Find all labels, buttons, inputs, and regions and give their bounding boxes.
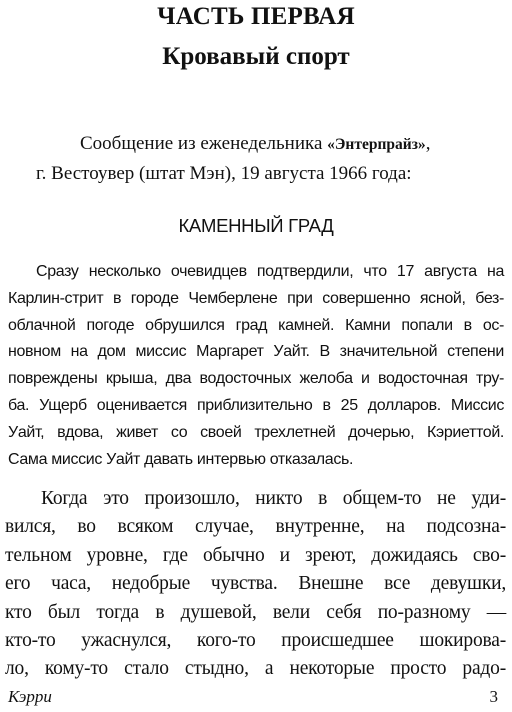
body-line: его часа, недобрые чувства. Внешне все девушки,: [5, 573, 506, 595]
body-line: Когда это произошло, никто в общем-то не уди-: [41, 488, 506, 509]
source-suffix: ,: [425, 133, 431, 154]
part-title: ЧАСТЬ ПЕРВАЯ: [157, 3, 355, 30]
page-number: 3: [489, 687, 498, 706]
report-line: Карлин-стрит в городе Чемберлене при совершенно ясной, без-: [8, 289, 504, 307]
report-line: облачной погоде обрушился град камней. Камни попали в ос-: [8, 316, 504, 334]
body-text: [5, 485, 506, 684]
source-prefix: Сообщение из еженедельника: [80, 133, 328, 154]
source-line-1: [36, 129, 496, 159]
report-line: ба. Ущерб оценивается приблизительно в 25 долларов. Миссис: [8, 396, 504, 414]
report-line: повреждены крыша, два водосточных желоба и водосточная тру-: [8, 370, 504, 388]
body-line: кто был тогда в душевой, вели себя по-разному —: [5, 601, 506, 623]
report-line: Уайт, вдова, живет со своей трехлетней дочерью, Кэриеттой.: [8, 423, 504, 441]
newspaper-name: «Энтерпрайз»: [327, 136, 426, 153]
running-title: Кэрри: [8, 687, 52, 706]
body-line: тельном уровне, где обычно и зреют, дожидаясь сво-: [5, 544, 506, 566]
report-line: Сама миссис Уайт давать интервью отказалась.: [8, 450, 354, 468]
source-line-2: г. Вестоувер (штат Мэн), 19 августа 1966 года:: [36, 163, 412, 184]
report-line: Сразу несколько очевидцев подтвердили, что 17 августа на: [36, 263, 504, 280]
body-line: ло, кому-то стало стыдно, а некоторые просто радо-: [5, 658, 506, 680]
source-note: [36, 129, 496, 188]
body-line: вился, во всяком случае, внутренне, на подсозна-: [5, 516, 506, 538]
report-headline: КАМЕННЫЙ ГРАД: [178, 215, 334, 236]
body-line: кто-то ужаснулся, кого-то происшедшее шокирова-: [5, 630, 506, 652]
report-text: [8, 259, 504, 473]
chapter-title: Кровавый спорт: [162, 43, 350, 70]
report-line: новном на дом миссис Маргарет Уайт. В значительной степени: [8, 343, 504, 361]
